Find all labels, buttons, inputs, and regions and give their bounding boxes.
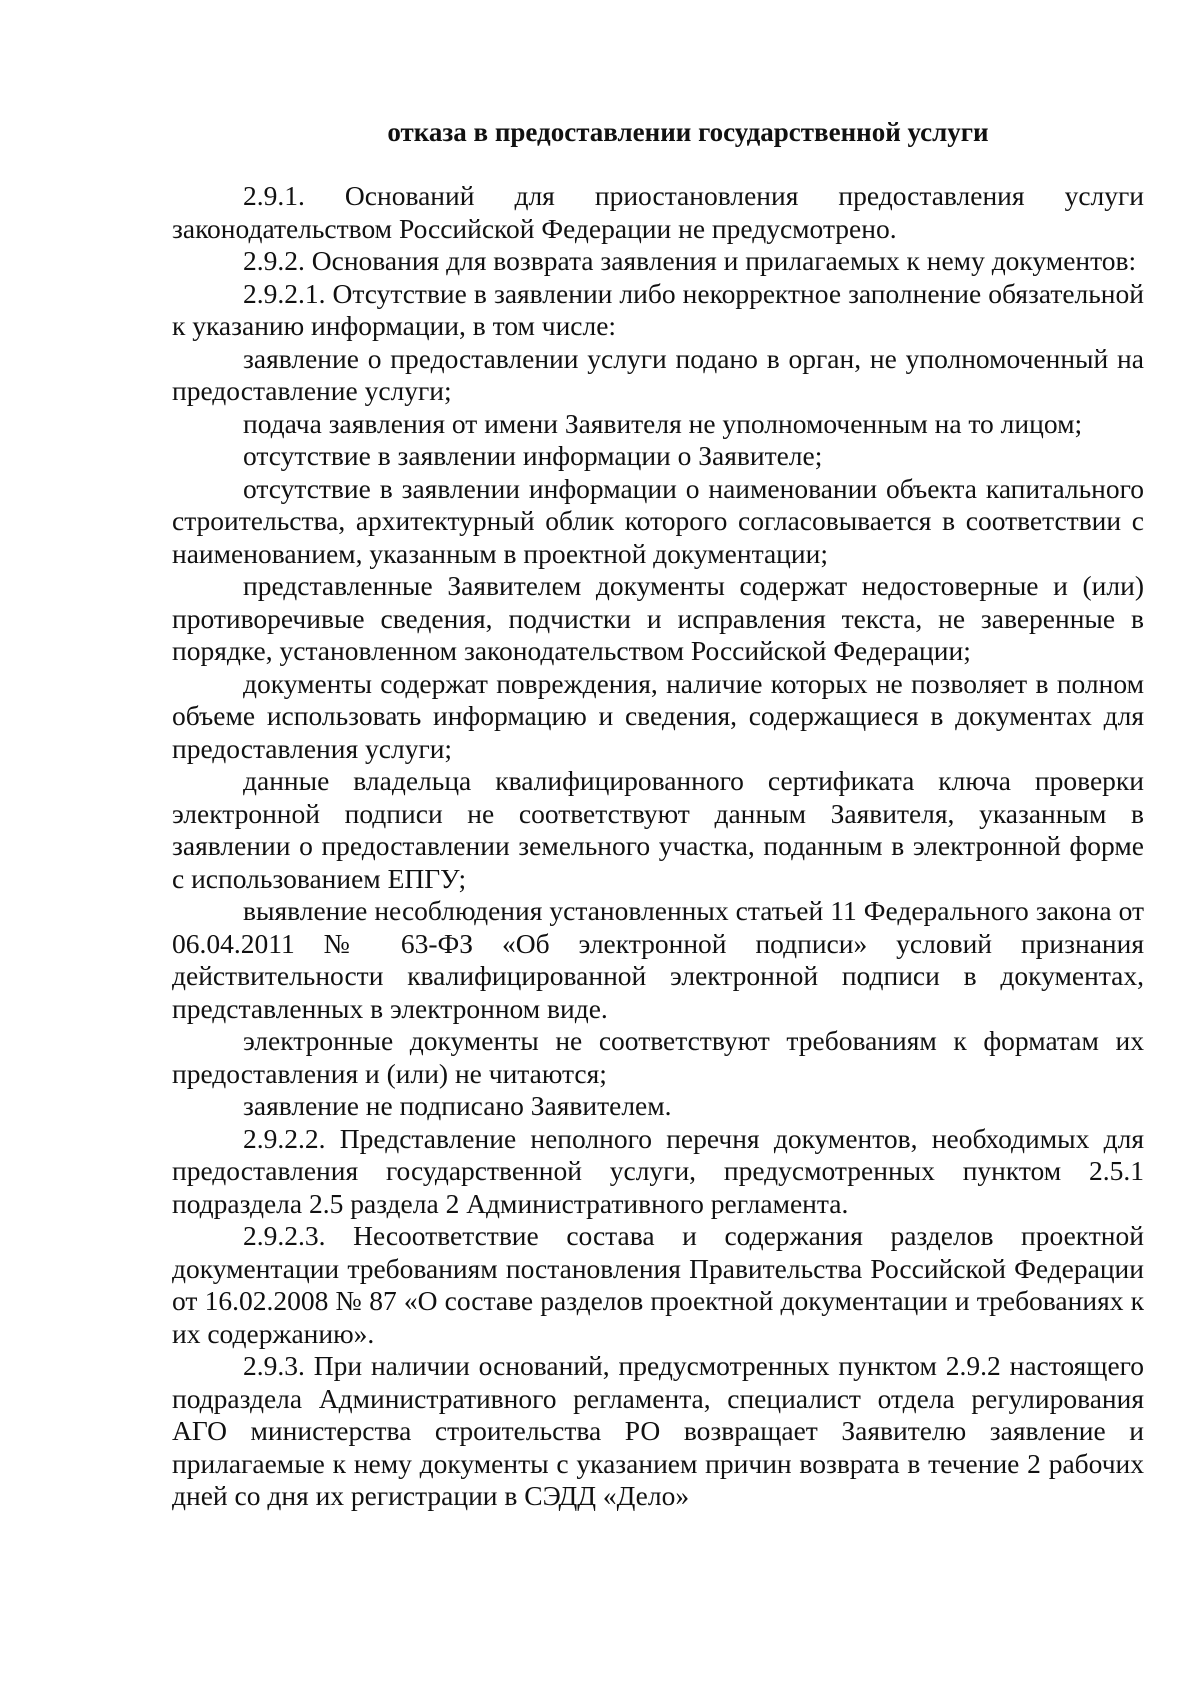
section-heading: отказа в предоставлении государственной услуги xyxy=(387,117,989,147)
list-item: заявление не подписано Заявителем. xyxy=(243,1090,672,1121)
list-item: отсутствие в заявлении информации о наименовании объекта капитального строительства, архитектурный облик которого согласовывается в соответствии с наименованием, указанным в проектной документации; xyxy=(172,472,1144,569)
list-item: электронные документы не соответствуют требованиям к форматам их предоставления и (или) не читаются; xyxy=(172,1025,1144,1089)
paragraph-2-9-2-1: 2.9.2.1. Отсутствие в заявлении либо некорректное заполнение обязательной к указанию информации, в том числе: xyxy=(172,277,1144,341)
document-body xyxy=(172,180,1144,1513)
list-item: документы содержат повреждения, наличие которых не позволяет в полном объеме использовать информацию и сведения, содержащиеся в документах для предоставления услуги; xyxy=(172,667,1144,764)
list-item: выявление несоблюдения установленных статьей 11 Федерального закона от 06.04.2011 № 63-ФЗ «Об электронной подписи» условий признания действительности квалифицированной электронной подписи в документах, представленных в электронном виде. xyxy=(172,895,1144,1024)
document-page xyxy=(172,0,1144,1698)
list-item: данные владельца квалифицированного сертификата ключа проверки электронной подписи не соответствуют данным Заявителя, указанным в заявлении о предоставлении земельного участка, поданным в электронной форме с использованием ЕПГУ; xyxy=(172,765,1144,894)
list-item: подача заявления от имени Заявителя не уполномоченным на то лицом; xyxy=(243,407,1083,439)
list-item: представленные Заявителем документы содержат недостоверные и (или) противоречивые сведения, подчистки и исправления текста, не заверенные в порядке, установленном законодательством Российской Федерации; xyxy=(172,570,1144,666)
paragraph-2-9-1: 2.9.1. Оснований для приостановления предоставления услуги законодательством Российской Федерации не предусмотрено. xyxy=(172,180,1144,244)
paragraph-2-9-2-3: 2.9.2.3. Несоответствие состава и содержания разделов проектной документации требованиям постановления Правительства Российской Федерации от 16.02.2008 № 87 «О составе разделов проектной документации и требованиях к их содержанию». xyxy=(172,1220,1144,1349)
paragraph-2-9-2-2: 2.9.2.2. Представление неполного перечня документов, необходимых для предоставления государственной услуги, предусмотренных пунктом 2.5.1 подраздела 2.5 раздела 2 Административного регламента. xyxy=(172,1122,1144,1219)
list-item: отсутствие в заявлении информации о Заявителе; xyxy=(243,440,823,471)
paragraph-2-9-2: 2.9.2. Основания для возврата заявления и прилагаемых к нему документов: xyxy=(243,245,1137,276)
list-item: заявление о предоставлении услуги подано в орган, не уполномоченный на предоставление услуги; xyxy=(172,342,1144,406)
paragraph-2-9-3: 2.9.3. При наличии оснований, предусмотренных пунктом 2.9.2 настоящего подраздела Административного регламента, специалист отдела регулирования АГО министерства строительства РО возвращает Заявителю заявление и прилагаемые к нему документы с указанием причин возврата в течение 2 рабочих дней со дня их регистрации в СЭДД «Дело» xyxy=(172,1350,1144,1511)
